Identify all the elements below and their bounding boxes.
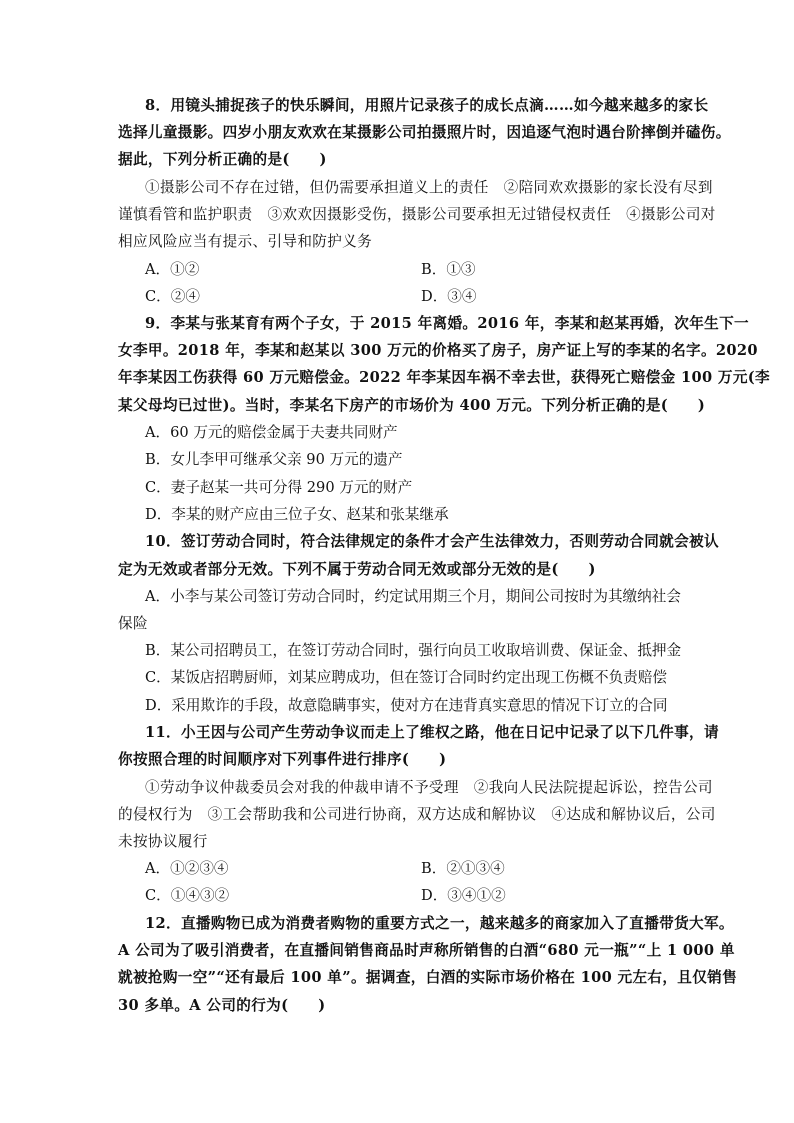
question-10-stem-line-2: 定为无效或者部分无效。下列不属于劳动合同无效或部分无效的是( ): [118, 561, 596, 578]
question-10-option-d: D．采用欺诈的手段，故意隐瞒事实，使对方在违背真实意思的情况下订立的合同: [145, 697, 668, 714]
question-11-stem-line-2: 你按照合理的时间顺序对下列事件进行排序( ): [118, 751, 447, 768]
question-11-statement-line-3: 未按协议履行: [118, 833, 208, 850]
question-12-stem-line-3: 就被抢购一空”“还有最后 100 单”。据调查，白酒的实际市场价格在 100 元左右，且仅销售: [118, 969, 738, 986]
question-12-stem-line-2: A 公司为了吸引消费者，在直播间销售商品时声称所销售的白酒“680 元一瓶”“上 1 000 单: [118, 942, 735, 959]
question-12-stem-line-4: 30 多单。A 公司的行为( ): [118, 997, 326, 1014]
question-8-option-c: C．②④: [145, 288, 200, 305]
question-8-statement-line-2: 谨慎看管和监护职责 ③欢欢因摄影受伤，摄影公司要承担无过错侵权责任 ④摄影公司对: [118, 206, 716, 223]
question-8-option-a: A．①②: [145, 261, 200, 278]
question-8-stem-line-3: 据此，下列分析正确的是( ): [118, 151, 327, 168]
question-11-option-d: D．③④①②: [421, 887, 506, 904]
question-9-option-c: C．妻子赵某一共可分得 290 万元的财产: [145, 479, 413, 496]
question-11-statement-line-2: 的侵权行为 ③工会帮助我和公司进行协商，双方达成和解协议 ④达成和解协议后，公司: [118, 806, 716, 823]
question-9-option-b: B．女儿李甲可继承父亲 90 万元的遗产: [145, 451, 403, 468]
question-11-option-c: C．①④③②: [145, 887, 230, 904]
question-10-option-a-continued: 保险: [118, 615, 148, 632]
question-10-option-c: C．某饭店招聘厨师，刘某应聘成功，但在签订合同时约定出现工伤概不负责赔偿: [145, 669, 667, 686]
question-11-stem-line-1: 11．小王因与公司产生劳动争议而走上了维权之路，他在日记中记录了以下几件事，请: [145, 724, 719, 741]
question-8-stem-line-2: 选择儿童摄影。四岁小朋友欢欢在某摄影公司拍摄照片时，因追逐气泡时遇台阶摔倒并磕伤。: [118, 124, 731, 141]
question-10-option-a: A．小李与某公司签订劳动合同时，约定试用期三个月，期间公司按时为其缴纳社会: [145, 588, 681, 605]
question-9-stem-line-1: 9．李某与张某育有两个子女，于 2015 年离婚。2016 年，李某和赵某再婚，次年生下一: [145, 315, 749, 332]
question-11-option-a: A．①②③④: [145, 860, 229, 877]
question-12-stem-line-1: 12．直播购物已成为消费者购物的重要方式之一，越来越多的商家加入了直播带货大军。: [145, 915, 734, 932]
question-8-statement-line-3: 相应风险应当有提示、引导和防护义务: [118, 233, 373, 250]
question-9-stem-line-2: 女李甲。2018 年，李某和赵某以 300 万元的价格买了房子，房产证上写的李某的名字。2020: [118, 342, 758, 359]
question-9-stem-line-4: 某父母均已过世)。当时，李某名下房产的市场价为 400 万元。下列分析正确的是( ): [118, 397, 706, 414]
question-8-option-b: B．①③: [421, 261, 476, 278]
question-9-option-a: A．60 万元的赔偿金属于夫妻共同财产: [145, 424, 398, 441]
question-9-option-d: D．李某的财产应由三位子女、赵某和张某继承: [145, 506, 449, 523]
question-10-option-b: B．某公司招聘员工，在签订劳动合同时，强行向员工收取培训费、保证金、抵押金: [145, 642, 682, 659]
question-8-option-d: D．③④: [421, 288, 477, 305]
question-11-option-b: B．②①③④: [421, 860, 505, 877]
question-11-statement-line-1: ①劳动争议仲裁委员会对我的仲裁申请不予受理 ②我向人民法院提起诉讼，控告公司: [145, 779, 713, 796]
question-9-stem-line-3: 年李某因工伤获得 60 万元赔偿金。2022 年李某因车祸不幸去世，获得死亡赔偿金 100 万元(李: [118, 369, 770, 386]
question-8-stem-line-1: 8．用镜头捕捉孩子的快乐瞬间，用照片记录孩子的成长点滴……如今越来越多的家长: [145, 97, 709, 114]
question-10-stem-line-1: 10．签订劳动合同时，符合法律规定的条件才会产生法律效力，否则劳动合同就会被认: [145, 533, 719, 550]
question-8-statement-line-1: ①摄影公司不存在过错，但仍需要承担道义上的责任 ②陪同欢欢摄影的家长没有尽到: [145, 179, 713, 196]
